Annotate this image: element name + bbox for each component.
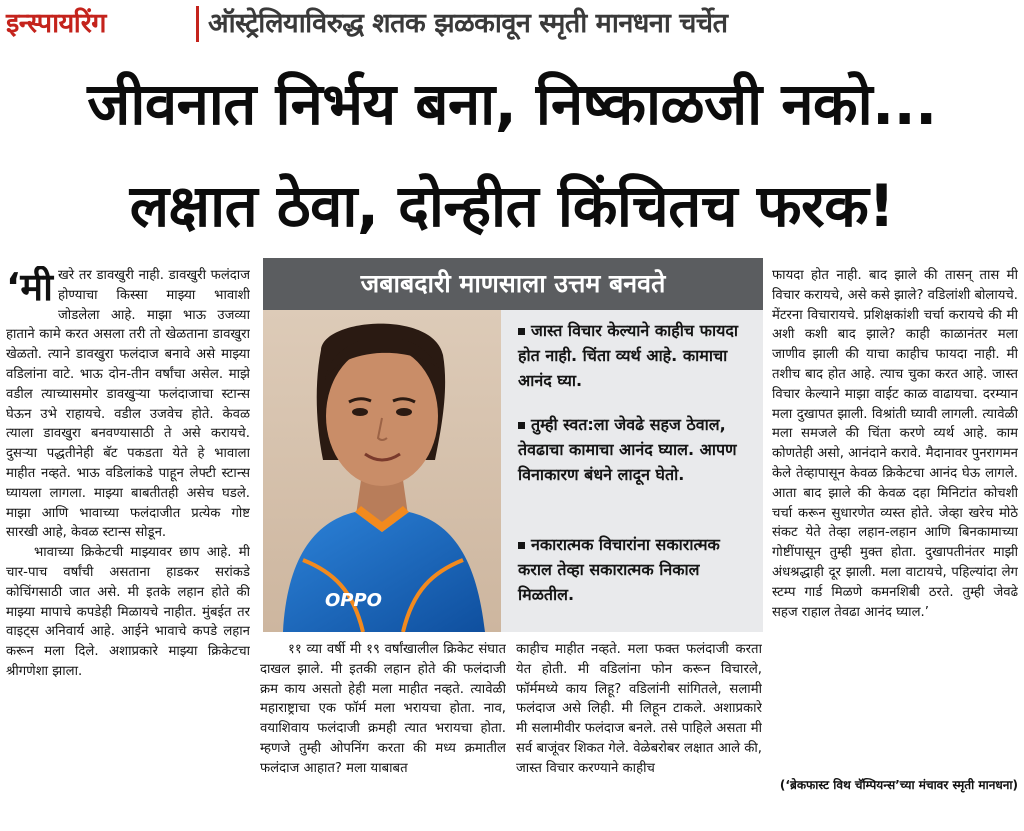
- section-kicker-brand: इन्स्पायरिंग: [6, 8, 106, 39]
- bullet-square-icon: [518, 422, 525, 429]
- box-bullet-text: नकारात्मक विचारांना सकारात्मक कराल तेव्हा सकारात्मक निकाल मिळतील.: [518, 535, 720, 604]
- article-paragraph: खरे तर डावखुरी नाही. डावखुरी फलंदाज होण्याचा किस्सा माझ्या भावाशी जोडलेला आहे. माझा भाऊ उजव्या हाताने कामे करत असला तरी तो खेळताना डावखुरा खेळतो. त्याने डावखुरा फलंदाज बनावे असे माझ्या वडिलांना वाटे. भाऊ दोन-तीन वर्षांचा असेल. माझे वडील त्याच्यासमोर डावखुऱ्या फलंदाजाचा स्टान्स घेऊन उभे राहायचे. वडील उजवेच होते. केवळ त्याला डावखुरा बनवण्यासाठी ते असे करायचे. दुसऱ्या पद्धतीनेही बॅट पकडता येते हे भावाला माहीत नव्हते. भाऊ वडिलांकडे पाहून लेफ्टी स्टान्स घ्यायला लागला. माझ्या बाबतीतही असेच घडले. माझा आणि भावाच्या फलंदाजीत प्रत्येक गोष्ट सारखी आहे, केवळ स्टान्स सोडून.: [6, 268, 250, 541]
- source-credit: (‘ब्रेकफास्ट विथ चॅम्पियन्स’च्या मंचावर स्मृती मानधना): [779, 778, 1018, 792]
- article-paragraph: काहीच माहीत नव्हते. मला फक्त फलंदाजी करता येत होती. मी वडिलांना फोन करून विचारले, फॉर्ममध्ये काय लिहू? वडिलांनी सांगितले, सलामी फलंदाज असे लिही. मी लिहून टाकले. अशाप्रकारे मी सलामीवीर फलंदाज बनले. तसे पाहिले असता मी सर्व बाजूंवर शिकत गेले. वेळेबरोबर लक्षात आले की, जास्त विचार करण्याने काहीच: [516, 642, 762, 776]
- kicker-divider: [196, 6, 199, 42]
- portrait-illustration: [263, 310, 501, 632]
- article-paragraph: ११ व्या वर्षी मी १९ वर्षांखालील क्रिकेट संघात दाखल झाले. मी इतकी लहान होते की फलंदाजी क्रम काय असतो हेही मला माहीत नव्हते. त्यावेळी महाराष्ट्राचा एक फॉर्म मला भरायचा होता. नाव, वयाशिवाय फलंदाजी क्रमही त्यात भरायचा होता. म्हणजे तुम्ही ओपनिंग करता की मध्य क्रमातील फलंदाज आहात? मला याबाबत: [260, 642, 506, 776]
- jersey-logo-text: OPPO: [325, 590, 382, 611]
- article-column-3: [516, 640, 762, 831]
- article-paragraph: भावाच्या क्रिकेटची माझ्यावर छाप आहे. मी चार-पाच वर्षांची असताना हाडकर सरांकडे कोचिंगसाठी जात असे. मी इतके लहान होते की माझ्या मापाचे कपडेही मिळायचे नाहीत. मुंबईत तर वाइट्स अनिवार्य आहे. आईने भावाचे कपडे लहान करून मला दिले. अशाप्रकारे माझ्या क्रिकेटचा श्रीगणेशा झाला.: [6, 545, 250, 679]
- bullet-square-icon: [518, 328, 525, 335]
- bullet-square-icon: [518, 542, 525, 549]
- article-column-1: [6, 266, 250, 831]
- article-paragraph: फायदा होत नाही. बाद झाले की तासन् तास मी विचार करायचे, असे कसे झाले? वडिलांशी बोलायचे. मेंटरना विचारायचे. प्रशिक्षकांशी चर्चा करायचे की मी अशी कशी बाद झाले? काही काळानंतर मला जाणीव झाली की याचा काहीच फायदा नाही. मी तशीच बाद होत आहे. त्याच चुका करत आहे. जास्त विचार केल्याने माझा वाईट काळ वाढायचा. दरम्यान मला दुखापत झाली. विश्रांती घ्यावी लागली. त्यावेळी मला समजले की चिंता करणे व्यर्थ आहे. काम कोणतेही असो, आनंदाने करावे. मैदानावर पुनरागमन केले तेव्हापासून केवळ क्रिकेटचा आनंद घेऊ लागले. आता बाद झाले की केवळ दहा मिनिटांत कोचशी चर्चा करून सुधारणेत व्यस्त होते. जेव्हा खरेच मोठे संकट येते तेव्हा लहान-लहान आणि बिनकामाच्या गोष्टींपासून तुम्ही मुक्त होता. दुखापतीनंतर माझी अंधश्रद्धाही दूर झाली. मला वाटायचे, पहिल्यांदा लेग स्टम्प गार्ड मिळणे कमनशिबी ठरते. तुम्ही जेवढे सहज राहाल तेवढा आनंद घ्याल.’: [772, 268, 1018, 620]
- article-column-2: [260, 640, 506, 831]
- box-bullet-text: तुम्ही स्वत:ला जेवढे सहज ठेवाल, तेवढाचा कामाचा आनंद घ्याल. आपण विनाकारण बंधने लादून घेतो.: [518, 415, 737, 484]
- highlight-box-title: जबाबदारी माणसाला उत्तम बनवते: [263, 258, 763, 310]
- headline-line-2: लक्षात ठेवा, दोन्हीत किंचितच फरक!: [129, 172, 895, 240]
- article-column-4: [772, 266, 1018, 746]
- box-bullet: [518, 318, 758, 393]
- headline-line-1: जीवनात निर्भय बना, निष्काळजी नको...: [87, 70, 937, 138]
- box-bullet: [518, 532, 758, 607]
- box-bullet: [518, 412, 758, 487]
- player-photo: [263, 310, 501, 632]
- dropcap: ‘मी: [6, 266, 54, 309]
- section-kicker-subtitle: ऑस्ट्रेलियाविरुद्ध शतक झळकावून स्मृती मानधना चर्चेत: [208, 8, 728, 39]
- box-bullet-text: जास्त विचार केल्याने काहीच फायदा होत नाही. चिंता व्यर्थ आहे. कामाचा आनंद घ्या.: [518, 321, 739, 390]
